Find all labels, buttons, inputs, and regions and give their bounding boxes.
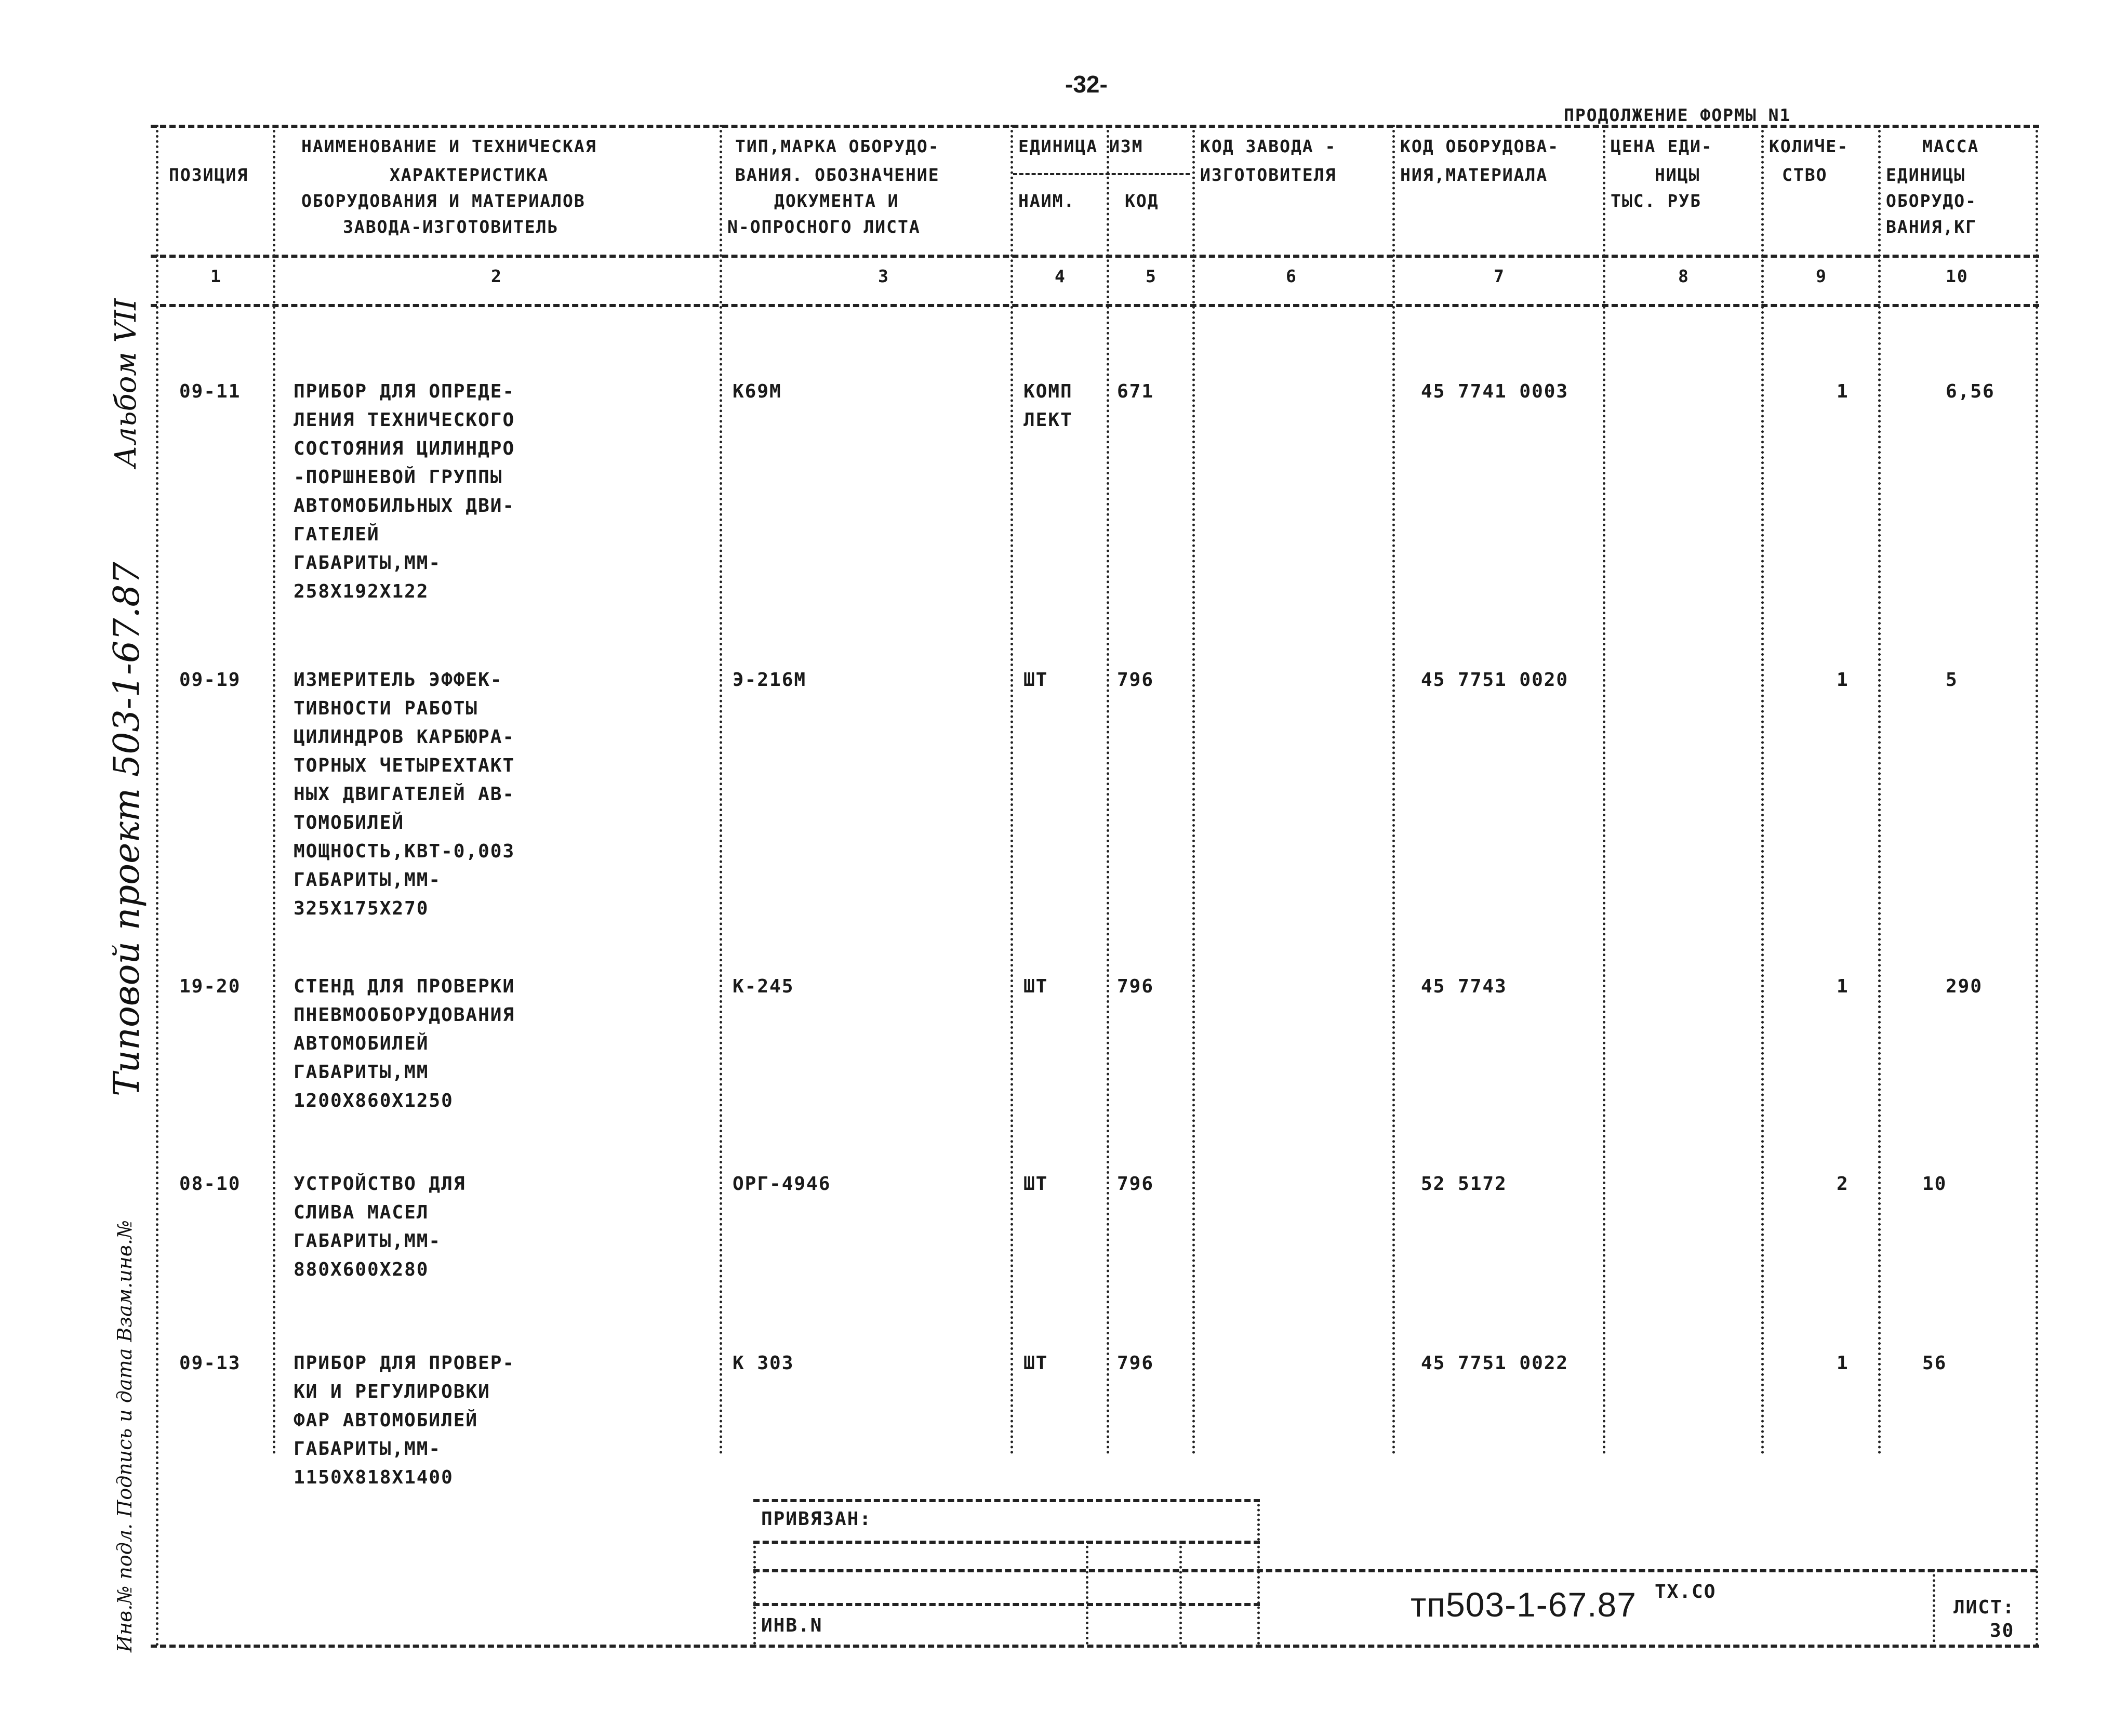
row-unit: ШТ xyxy=(1023,1353,1048,1374)
row-name-line: ТОРНЫХ ЧЕТЫРЕХТАКТ xyxy=(294,755,515,776)
row-unit-code: 796 xyxy=(1117,1353,1154,1374)
row-unit: ШТ xyxy=(1023,1173,1048,1195)
row-equip-code: 52 5172 xyxy=(1421,1173,1507,1195)
header-mass-line1: МАССА xyxy=(1922,136,1979,156)
header-type-line1: ТИП,МАРКА ОБОРУДО- xyxy=(735,136,940,156)
sheet-number: 30 xyxy=(1990,1620,2015,1641)
header-position: ПОЗИЦИЯ xyxy=(169,165,249,185)
header-unit-name: НАИМ. xyxy=(1018,191,1075,211)
row-unit-code: 796 xyxy=(1117,976,1154,997)
row-unit: ЛЕКТ xyxy=(1023,409,1073,431)
row-unit-code: 796 xyxy=(1117,669,1154,691)
header-type-line3: ДОКУМЕНТА И xyxy=(774,191,899,211)
row-name-line: НЫХ ДВИГАТЕЛЕЙ АВ- xyxy=(294,784,515,805)
col-number: 5 xyxy=(1146,266,1157,286)
row-type: К69М xyxy=(733,381,782,402)
row-name-line: ФАР АВТОМОБИЛЕЙ xyxy=(294,1410,478,1431)
row-unit-code: 796 xyxy=(1117,1173,1154,1195)
row-position: 08-10 xyxy=(179,1173,241,1195)
row-mass: 5 xyxy=(1946,669,1958,691)
row-position: 19-20 xyxy=(179,976,241,997)
row-name-line: 1150X818X1400 xyxy=(294,1467,454,1488)
row-type: К 303 xyxy=(733,1353,794,1374)
col-number: 6 xyxy=(1286,266,1297,286)
row-name-line: СОСТОЯНИЯ ЦИЛИНДРО xyxy=(294,438,515,459)
document-suffix: ТХ.СО xyxy=(1655,1581,1717,1602)
header-price-line2: НИЦЫ xyxy=(1655,165,1700,185)
col-number: 3 xyxy=(878,266,889,286)
header-unit: ЕДИНИЦА ИЗМ xyxy=(1018,136,1143,156)
continuation-label: ПРОДОЛЖЕНИЕ ФОРМЫ N1 xyxy=(1564,105,1791,125)
row-mass: 290 xyxy=(1946,976,1983,997)
header-equip-code-line1: КОД ОБОРУДОВА- xyxy=(1400,136,1560,156)
header-equip-code-line2: НИЯ,МАТЕРИАЛА xyxy=(1400,165,1548,185)
row-name-line: УСТРОЙСТВО ДЛЯ xyxy=(294,1173,466,1195)
row-mass: 56 xyxy=(1922,1353,1947,1374)
header-name-line1: НАИМЕНОВАНИЕ И ТЕХНИЧЕСКАЯ xyxy=(301,136,597,156)
project-label: Типовой проект 503-1-67.87 xyxy=(107,562,148,1096)
header-name-line3: ОБОРУДОВАНИЯ И МАТЕРИАЛОВ xyxy=(301,191,586,211)
row-type: Э-216М xyxy=(733,669,807,691)
row-name-line: ТИВНОСТИ РАБОТЫ xyxy=(294,698,478,719)
row-qty: 2 xyxy=(1837,1173,1849,1195)
row-qty: 1 xyxy=(1837,976,1849,997)
row-name-line: ГАБАРИТЫ,ММ- xyxy=(294,869,442,891)
row-type: К-245 xyxy=(733,976,794,997)
row-name-line: МОЩНОСТЬ,КВТ-0,003 xyxy=(294,841,515,862)
row-mass: 10 xyxy=(1922,1173,1947,1195)
header-name-line2: ХАРАКТЕРИСТИКА xyxy=(390,165,549,185)
stamp-labels: Инв.№ подл. Подпись и дата Взам.инв.№ xyxy=(113,1220,136,1652)
row-qty: 1 xyxy=(1837,669,1849,691)
row-unit: ШТ xyxy=(1023,976,1048,997)
row-name-line: ПРИБОР ДЛЯ ОПРЕДЕ- xyxy=(294,381,515,402)
row-name-line: ГАБАРИТЫ,ММ- xyxy=(294,1438,442,1460)
sheet-label: ЛИСТ: xyxy=(1953,1597,2015,1618)
col-number: 4 xyxy=(1055,266,1066,286)
header-qty-line1: КОЛИЧЕ- xyxy=(1769,136,1849,156)
row-equip-code: 45 7743 xyxy=(1421,976,1507,997)
row-name-line: ГАБАРИТЫ,ММ xyxy=(294,1062,429,1083)
header-mass-line4: ВАНИЯ,КГ xyxy=(1886,217,1977,237)
row-position: 09-11 xyxy=(179,381,241,402)
row-name-line: АВТОМОБИЛЬНЫХ ДВИ- xyxy=(294,495,515,516)
header-plant-code-line2: ИЗГОТОВИТЕЛЯ xyxy=(1200,165,1337,185)
col-number: 8 xyxy=(1678,266,1690,286)
row-equip-code: 45 7751 0020 xyxy=(1421,669,1569,691)
row-name-line: 880X600X280 xyxy=(294,1259,429,1280)
row-name-line: ЛЕНИЯ ТЕХНИЧЕСКОГО xyxy=(294,409,515,431)
row-name-line: ЦИЛИНДРОВ КАРБЮРА- xyxy=(294,726,515,748)
row-equip-code: 45 7751 0022 xyxy=(1421,1353,1569,1374)
row-type: ОРГ-4946 xyxy=(733,1173,831,1195)
col-number: 1 xyxy=(210,266,222,286)
row-mass: 6,56 xyxy=(1946,381,1995,402)
header-mass-line2: ЕДИНИЦЫ xyxy=(1886,165,1966,185)
row-equip-code: 45 7741 0003 xyxy=(1421,381,1569,402)
row-name-line: -ПОРШНЕВОЙ ГРУППЫ xyxy=(294,467,503,488)
row-name-line: 325X175X270 xyxy=(294,898,429,919)
col-number: 10 xyxy=(1946,266,1969,286)
row-unit: ШТ xyxy=(1023,669,1048,691)
header-type-line2: ВАНИЯ. ОБОЗНАЧЕНИЕ xyxy=(735,165,940,185)
row-name-line: АВТОМОБИЛЕЙ xyxy=(294,1033,429,1054)
col-number: 7 xyxy=(1494,266,1505,286)
row-position: 09-13 xyxy=(179,1353,241,1374)
row-qty: 1 xyxy=(1837,381,1849,402)
col-number: 9 xyxy=(1816,266,1827,286)
row-name-line: СЛИВА МАСЕЛ xyxy=(294,1202,429,1223)
page-number: -32- xyxy=(1065,71,1108,98)
header-type-line4: N-ОПРОСНОГО ЛИСТА xyxy=(727,217,921,237)
row-unit: КОМП xyxy=(1023,381,1073,402)
row-qty: 1 xyxy=(1837,1353,1849,1374)
header-name-line4: ЗАВОДА-ИЗГОТОВИТЕЛЬ xyxy=(343,217,559,237)
row-name-line: 1200X860X1250 xyxy=(294,1090,454,1111)
row-unit-code: 671 xyxy=(1117,381,1154,402)
document-code: тп503-1-67.87 xyxy=(1411,1585,1637,1624)
inv-label: ИНВ.N xyxy=(761,1615,823,1636)
col-number: 2 xyxy=(491,266,502,286)
header-price-line3: ТЫС. РУБ xyxy=(1611,191,1701,211)
row-name-line: ТОМОБИЛЕЙ xyxy=(294,812,405,833)
album-label: Альбом VII xyxy=(109,298,143,468)
row-position: 09-19 xyxy=(179,669,241,691)
header-qty-line2: СТВО xyxy=(1782,165,1828,185)
row-name-line: ГАБАРИТЫ,ММ- xyxy=(294,552,442,574)
row-name-line: СТЕНД ДЛЯ ПРОВЕРКИ xyxy=(294,976,515,997)
header-mass-line3: ОБОРУДО- xyxy=(1886,191,1977,211)
bound-label: ПРИВЯЗАН: xyxy=(761,1508,872,1530)
row-name-line: ГАТЕЛЕЙ xyxy=(294,524,380,545)
row-name-line: ИЗМЕРИТЕЛЬ ЭФФЕК- xyxy=(294,669,503,691)
row-name-line: 258X192X122 xyxy=(294,581,429,602)
row-name-line: ГАБАРИТЫ,ММ- xyxy=(294,1230,442,1252)
header-price-line1: ЦЕНА ЕДИ- xyxy=(1611,136,1713,156)
row-name-line: ПРИБОР ДЛЯ ПРОВЕР- xyxy=(294,1353,515,1374)
header-plant-code-line1: КОД ЗАВОДА - xyxy=(1200,136,1337,156)
row-name-line: ПНЕВМООБОРУДОВАНИЯ xyxy=(294,1004,515,1026)
row-name-line: КИ И РЕГУЛИРОВКИ xyxy=(294,1381,490,1402)
header-unit-code: КОД xyxy=(1125,191,1159,211)
